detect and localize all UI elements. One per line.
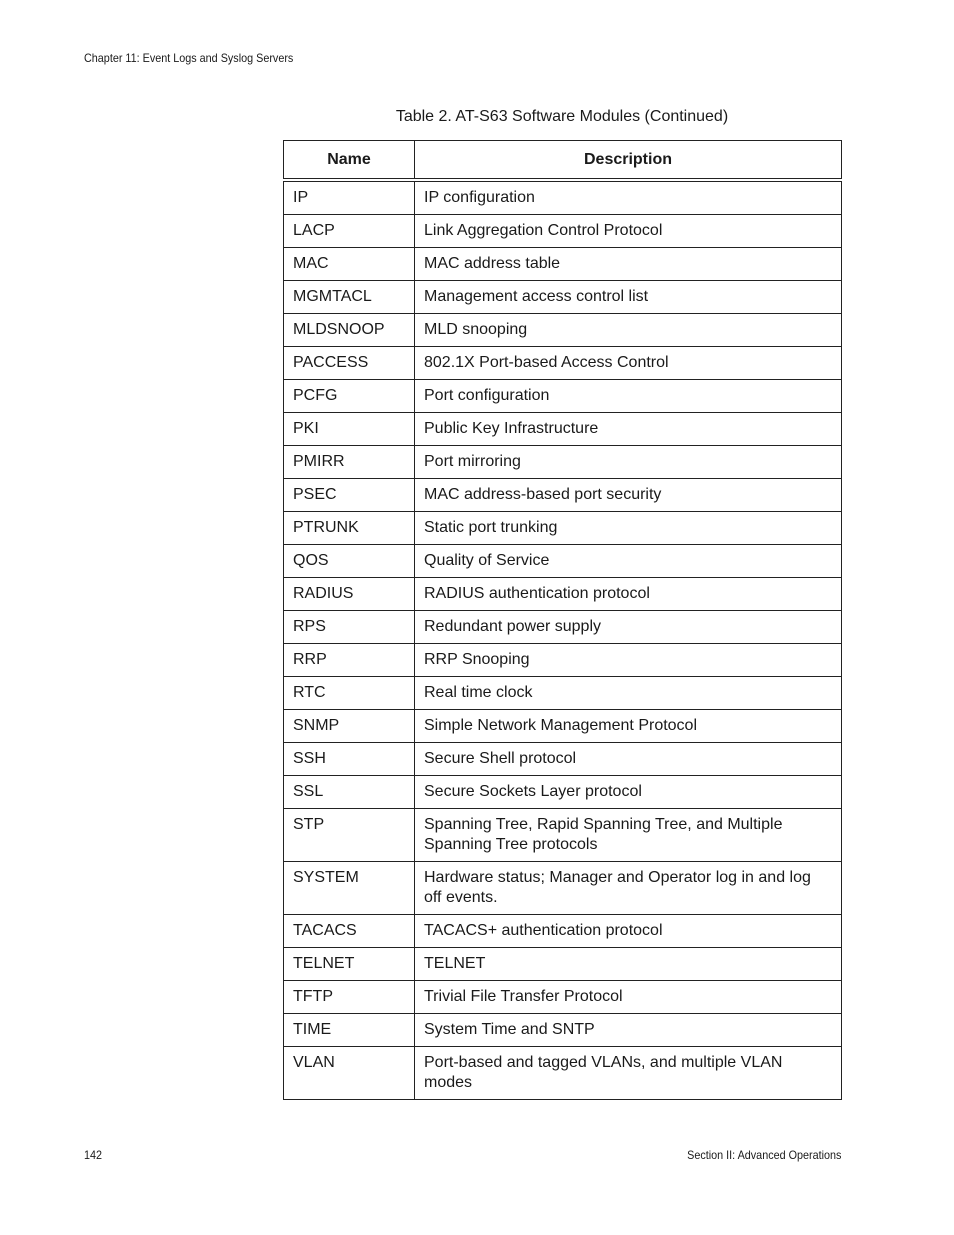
module-description: Static port trunking	[415, 512, 842, 545]
module-description: RADIUS authentication protocol	[415, 578, 842, 611]
module-name: LACP	[284, 215, 415, 248]
table-row	[284, 314, 842, 347]
table-row	[284, 1047, 842, 1100]
table-row	[284, 611, 842, 644]
table-row	[284, 413, 842, 446]
module-name: STP	[284, 809, 415, 862]
module-name: RPS	[284, 611, 415, 644]
table-row	[284, 677, 842, 710]
module-name: PKI	[284, 413, 415, 446]
module-name: SYSTEM	[284, 862, 415, 915]
table-row	[284, 479, 842, 512]
table-row	[284, 512, 842, 545]
table-row	[284, 347, 842, 380]
section-title: Section II: Advanced Operations	[686, 1148, 841, 1162]
module-name: PCFG	[284, 380, 415, 413]
table-row	[284, 248, 842, 281]
module-name: SSL	[284, 776, 415, 809]
module-name: QOS	[284, 545, 415, 578]
table-row	[284, 915, 842, 948]
table-body	[284, 180, 842, 1100]
module-description: MAC address table	[415, 248, 842, 281]
module-description: System Time and SNTP	[415, 1014, 842, 1047]
module-name: PMIRR	[284, 446, 415, 479]
table-row	[284, 1014, 842, 1047]
module-name: VLAN	[284, 1047, 415, 1100]
module-name: RADIUS	[284, 578, 415, 611]
module-name: MAC	[284, 248, 415, 281]
table-row	[284, 743, 842, 776]
module-description: Public Key Infrastructure	[415, 413, 842, 446]
column-header-name: Name	[284, 141, 415, 181]
module-description: Port mirroring	[415, 446, 842, 479]
module-name: MGMTACL	[284, 281, 415, 314]
software-modules-table	[283, 140, 842, 1100]
module-name: SSH	[284, 743, 415, 776]
module-description: Hardware status; Manager and Operator log in and log off events.	[415, 862, 842, 915]
module-description: Quality of Service	[415, 545, 842, 578]
module-description: TACACS+ authentication protocol	[415, 915, 842, 948]
module-name: RTC	[284, 677, 415, 710]
module-name: IP	[284, 180, 415, 215]
table-row	[284, 578, 842, 611]
module-description: 802.1X Port-based Access Control	[415, 347, 842, 380]
module-name: TIME	[284, 1014, 415, 1047]
module-description: Management access control list	[415, 281, 842, 314]
module-description: MAC address-based port security	[415, 479, 842, 512]
module-description: RRP Snooping	[415, 644, 842, 677]
table-row	[284, 545, 842, 578]
running-head: Chapter 11: Event Logs and Syslog Servers	[84, 51, 294, 65]
table-row	[284, 710, 842, 743]
table-row	[284, 862, 842, 915]
module-description: Redundant power supply	[415, 611, 842, 644]
module-description: Simple Network Management Protocol	[415, 710, 842, 743]
module-description: Real time clock	[415, 677, 842, 710]
module-description: Secure Shell protocol	[415, 743, 842, 776]
table-row	[284, 446, 842, 479]
module-description: Port-based and tagged VLANs, and multiple VLAN modes	[415, 1047, 842, 1100]
table-row	[284, 776, 842, 809]
module-name: PACCESS	[284, 347, 415, 380]
module-name: TACACS	[284, 915, 415, 948]
module-description: MLD snooping	[415, 314, 842, 347]
column-header-description: Description	[415, 141, 842, 181]
module-description: Secure Sockets Layer protocol	[415, 776, 842, 809]
module-name: RRP	[284, 644, 415, 677]
table-row	[284, 380, 842, 413]
table-caption: Table 2. AT-S63 Software Modules (Continued)	[395, 108, 729, 125]
module-name: SNMP	[284, 710, 415, 743]
module-description: Spanning Tree, Rapid Spanning Tree, and Multiple Spanning Tree protocols	[415, 809, 842, 862]
table-header-row	[284, 141, 842, 181]
module-description: Link Aggregation Control Protocol	[415, 215, 842, 248]
module-description: Trivial File Transfer Protocol	[415, 981, 842, 1014]
module-description: IP configuration	[415, 180, 842, 215]
table-row	[284, 644, 842, 677]
module-name: PSEC	[284, 479, 415, 512]
table-row	[284, 215, 842, 248]
table-row	[284, 281, 842, 314]
table-row	[284, 180, 842, 215]
module-description: TELNET	[415, 948, 842, 981]
table-row	[284, 981, 842, 1014]
module-name: PTRUNK	[284, 512, 415, 545]
page-number: 142	[84, 1148, 103, 1162]
module-name: MLDSNOOP	[284, 314, 415, 347]
table-row	[284, 948, 842, 981]
module-name: TFTP	[284, 981, 415, 1014]
module-description: Port configuration	[415, 380, 842, 413]
module-name: TELNET	[284, 948, 415, 981]
table-row	[284, 809, 842, 862]
